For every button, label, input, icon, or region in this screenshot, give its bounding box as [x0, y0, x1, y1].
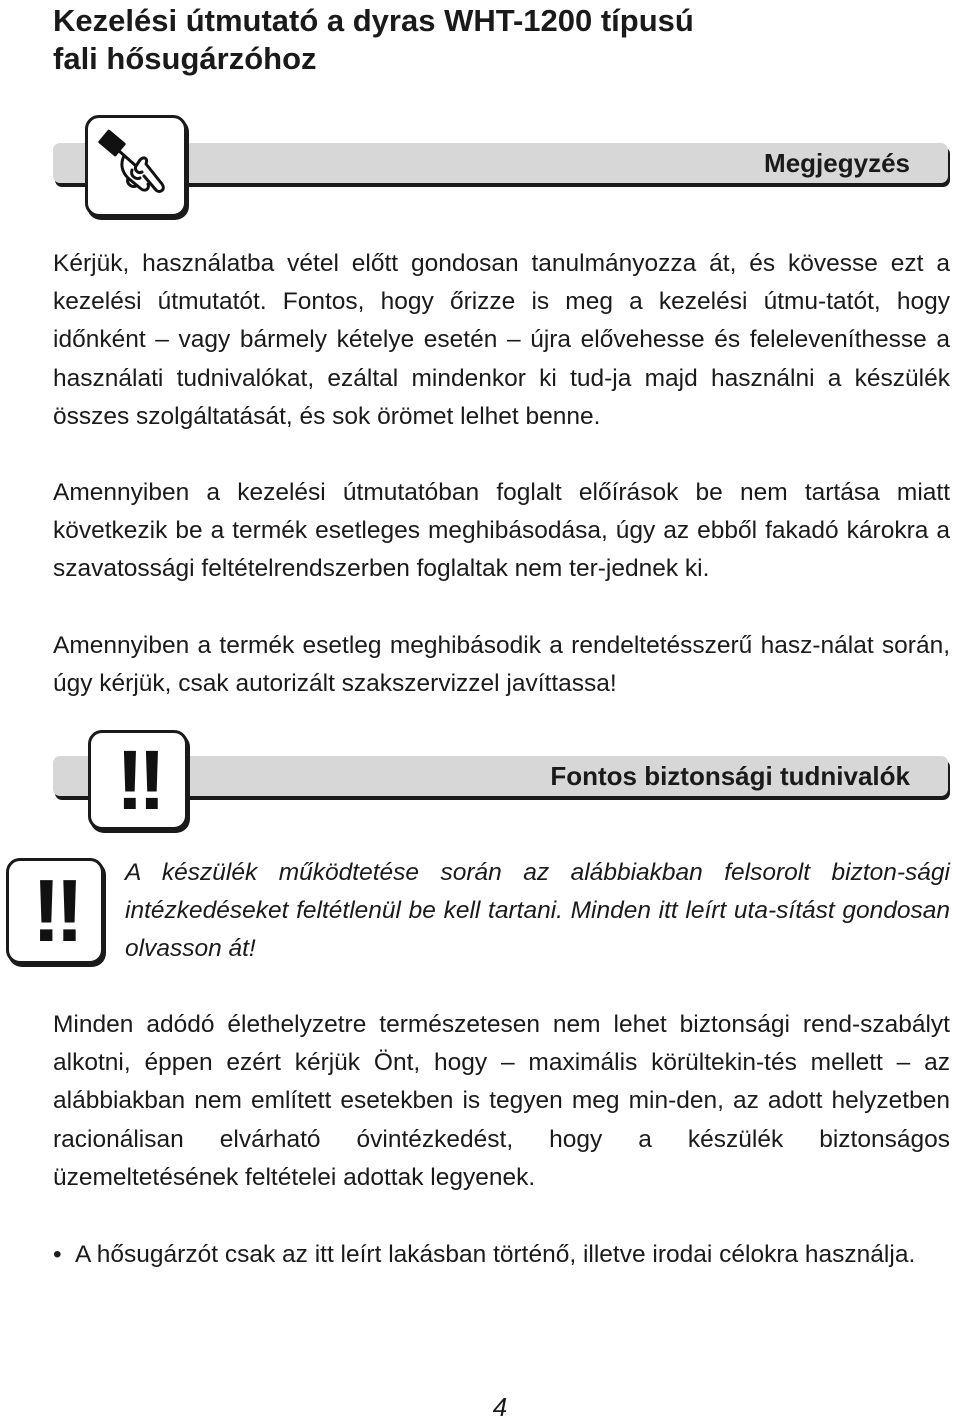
double-exclamation-icon	[88, 730, 188, 830]
pointing-hand-icon	[85, 115, 187, 217]
safety-header-glyph: !!	[116, 733, 160, 827]
title-line-1: Kezelési útmutató a dyras WHT-1200 típusú	[53, 3, 694, 38]
note-header-label: Megjegyzés	[764, 148, 910, 178]
note-paragraph-3: Amennyiben a termék esetleg meghibásodik a rendeltetésszerű hasz-​nálat során, úgy kérjük, csak autorizált szakszervizzel javíttassa!	[53, 632, 950, 698]
warning-glyph: !!	[31, 861, 79, 960]
warning-exclamation-icon	[6, 858, 104, 964]
bullet-item	[53, 1236, 950, 1274]
page-title	[53, 2, 933, 78]
note-header-bar	[53, 143, 948, 183]
safety-header-label: Fontos biztonsági tudnivalók	[550, 761, 910, 791]
title-line-2: fali hősugárzóhoz	[53, 41, 317, 76]
note-paragraph-2: Amennyiben a kezelési útmutatóban foglalt előírások be nem tartása miatt következik be a termék esetleges meghibásodása, úgy az ebből fakadó károkra a szavatossági feltételrendszerben foglaltak nem ter-​jednek ki.	[53, 479, 950, 583]
warning-text: A készülék működtetése során az alábbiakban felsorolt bizton-​sági intézkedéseket feltétlenül be kell tartani. Minden itt leírt uta-​sítást gondosan olvasson át!	[125, 859, 950, 963]
note-paragraph-1: Kérjük, használatba vétel előtt gondosan tanulmányozza át, és kövesse ezt a kezelési útmutatót. Fontos, hogy őrizze is meg a kezelési útmu-​tatót, hogy időnként – vagy bármely kételye esetén – újra elővehesse és feleleveníthesse a használati tudnivalókat, ezáltal mindenkor ki tud-​ja majd használni a készülék összes szolgáltatását, és sok örömet lelhet benne.	[53, 250, 950, 430]
page-number: 4	[492, 1392, 508, 1422]
bullet-mark: •	[53, 1241, 62, 1268]
bullet-text: A hősugárzót csak az itt leírt lakásban történő, illetve irodai célokra használja.	[75, 1241, 916, 1268]
safety-intro: Minden adódó élethelyzetre természetesen nem lehet biztonsági rend-​szabályt alkotni, éppen ezért kérjük Önt, hogy – maximális körültekin-​tés mellett – az alábbiakban nem említett esetekben is tegyen meg min-​den, az adott helyzetben racionálisan elvárható óvintézkedést, hogy a készülék biztonságos üzemeltetésének feltételei adottak legyenek.	[53, 1011, 950, 1191]
pointing-hand-drawing	[96, 126, 176, 206]
